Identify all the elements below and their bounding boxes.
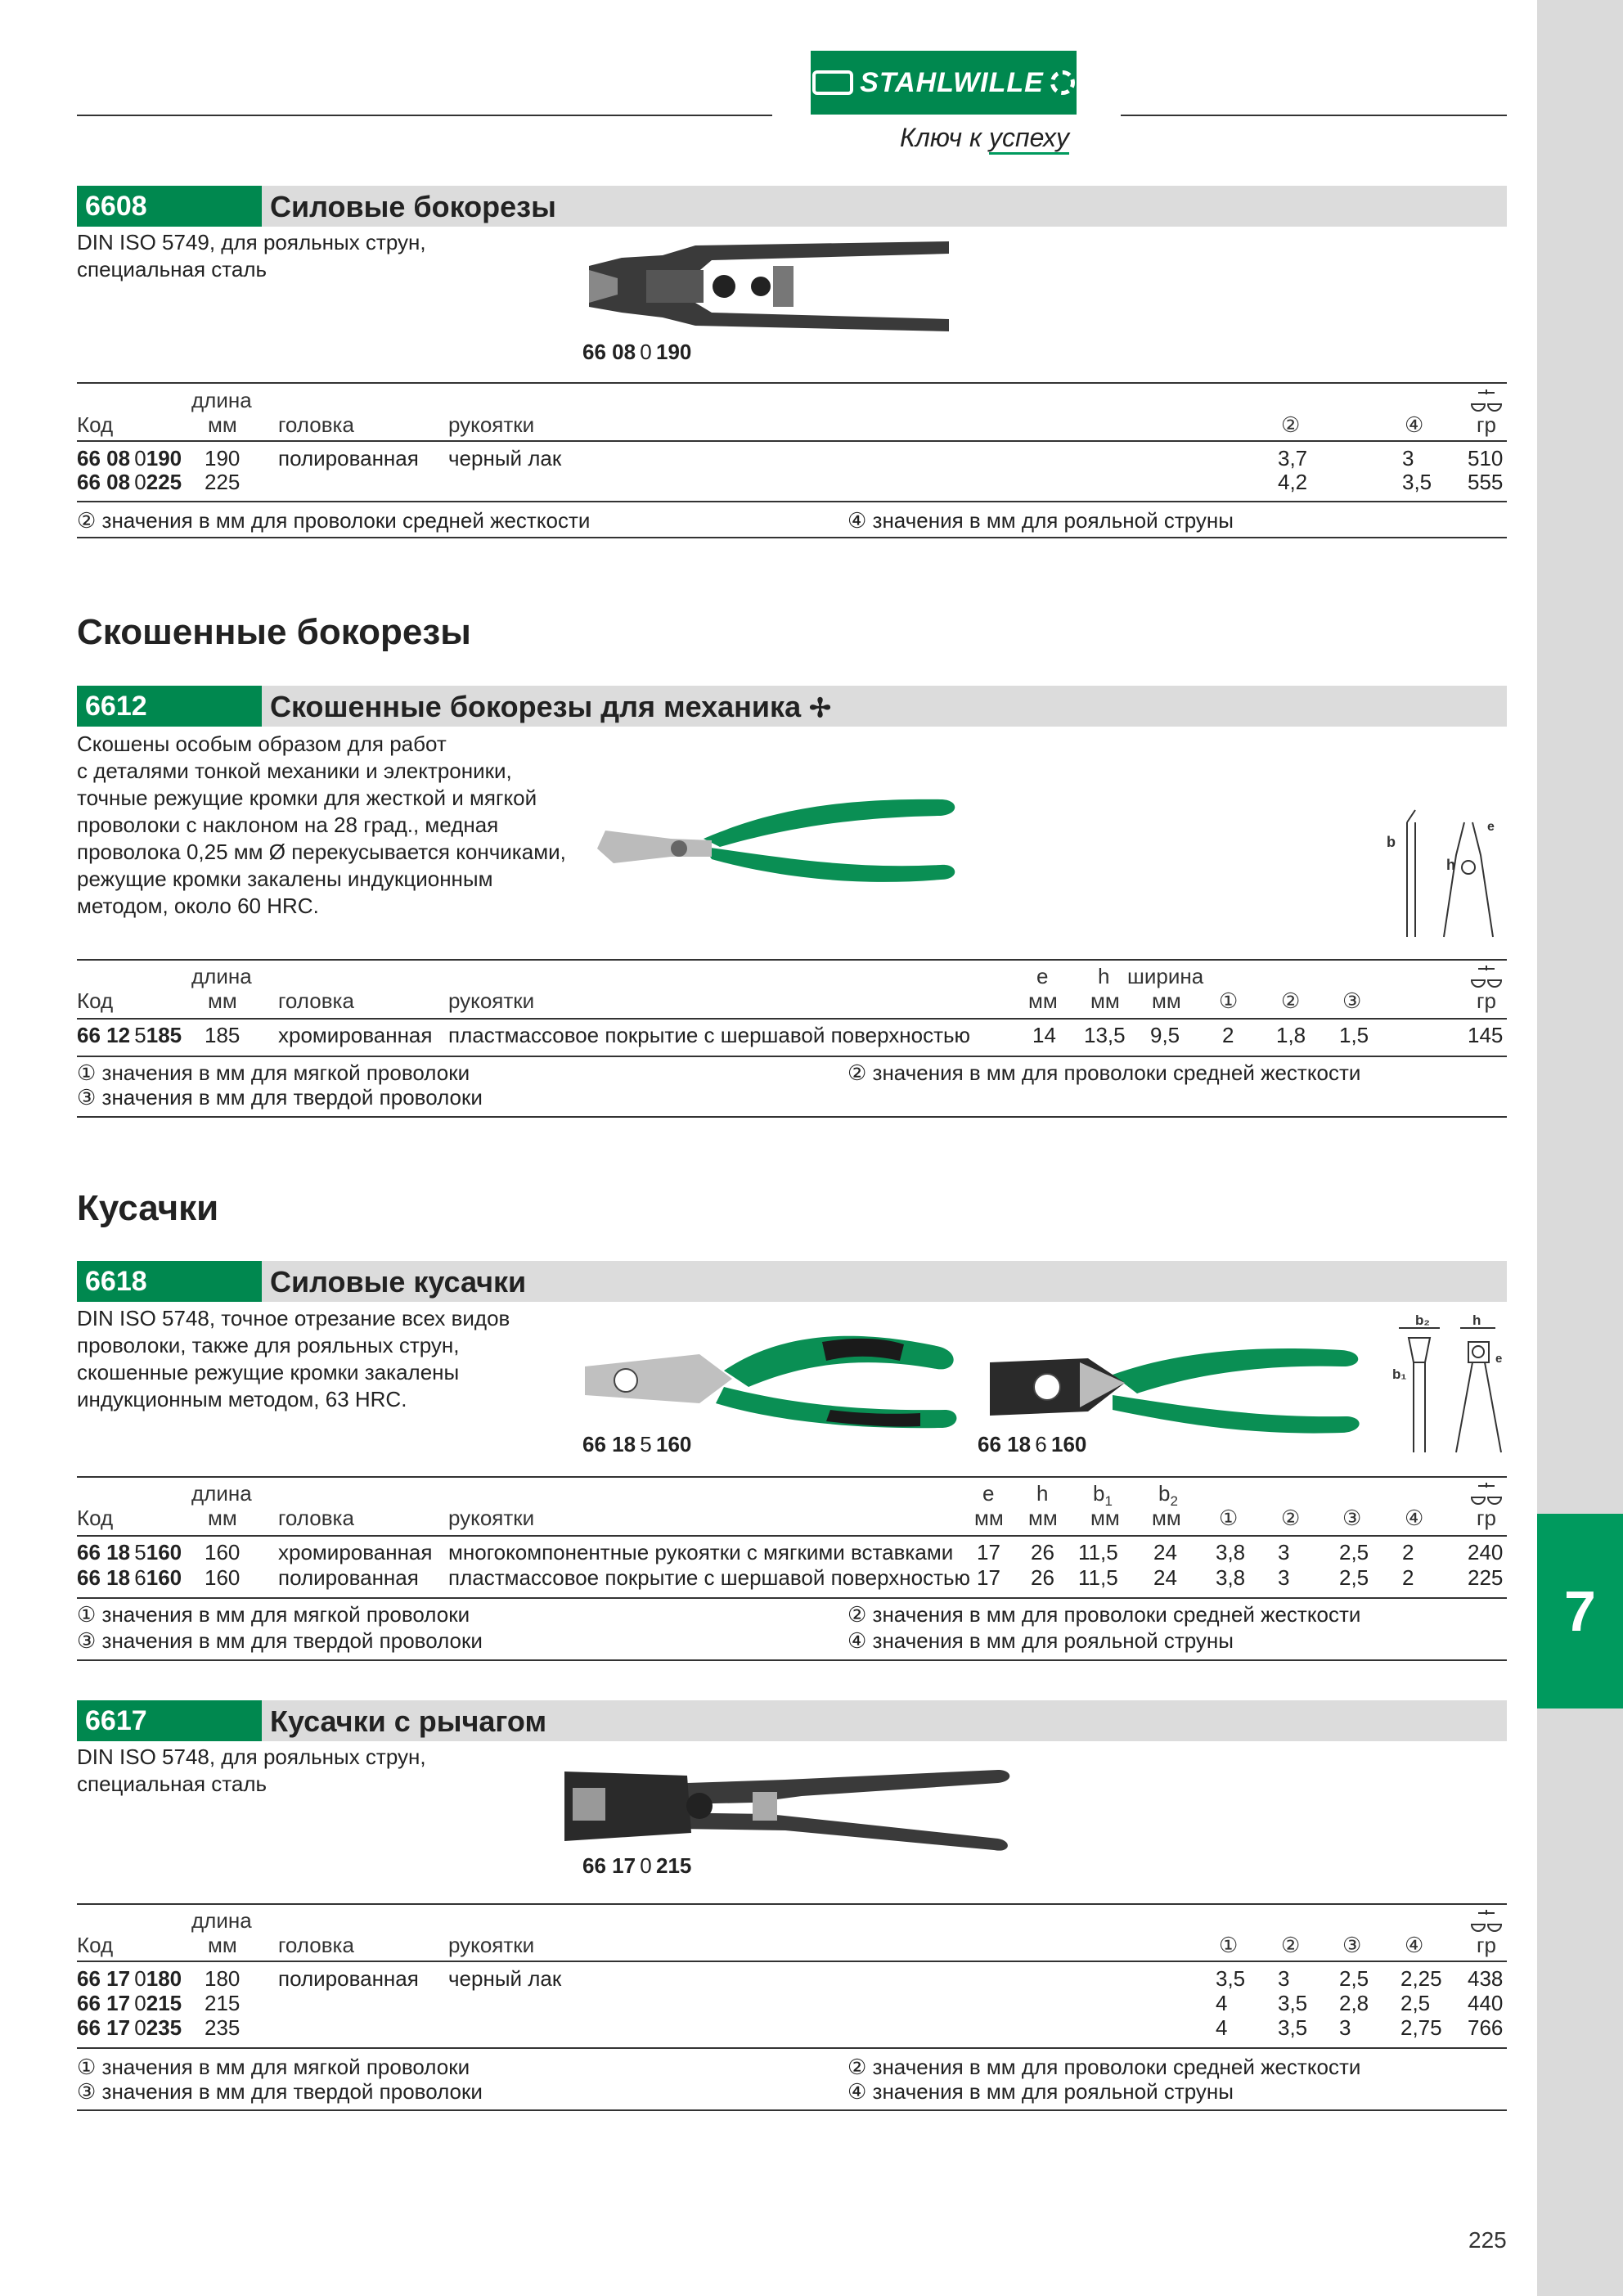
label-part: 66 08 — [582, 340, 636, 364]
cell-val-1: 3,8 — [1216, 1565, 1246, 1590]
col-b2-mm: мм — [1152, 1506, 1181, 1530]
table-rule — [77, 1659, 1507, 1661]
cell-handle: черный лак — [448, 446, 562, 470]
code-part: 225 — [146, 470, 182, 494]
image-label-6618-5 — [582, 1432, 691, 1457]
cell-head: хромированная — [278, 1540, 433, 1564]
code-part: 235 — [146, 2015, 182, 2040]
label-part: 5 — [640, 1432, 652, 1456]
section-code: 6618 — [77, 1261, 262, 1302]
section-code: 6608 — [77, 186, 262, 227]
col-val-2: ② — [1281, 1506, 1301, 1530]
footnote: ③ значения в мм для твердой проволоки — [77, 1628, 483, 1653]
table-rule — [77, 1535, 1507, 1537]
image-label-6618-6 — [978, 1432, 1086, 1457]
cell-head: полированная — [278, 1966, 419, 1991]
cell-length: 180 — [205, 1966, 241, 1991]
col-e-mm: мм — [1028, 988, 1058, 1013]
cell-length: 160 — [205, 1540, 241, 1564]
tagline-part: Ключ к — [900, 123, 989, 152]
code-part: 0 — [134, 1991, 146, 2015]
gear-icon — [1050, 70, 1075, 95]
col-length: длина — [191, 1481, 252, 1506]
col-val-2: ② — [1281, 412, 1301, 437]
table-rule — [77, 1116, 1507, 1118]
brand-logo-text: STAHLWILLE — [860, 66, 1044, 98]
col-grams: гр — [1477, 988, 1496, 1013]
col-val-3: ③ — [1342, 1506, 1362, 1530]
cell-val-2: 3 — [1278, 1540, 1290, 1564]
cell-b1: 11,5 — [1078, 1540, 1118, 1564]
col-handle: рукоятки — [448, 412, 535, 437]
cell-val-1: 4 — [1216, 1991, 1228, 2015]
weight-scale-icon — [1468, 964, 1504, 984]
label-part: 0 — [640, 340, 652, 364]
cell-grams: 438 — [1468, 1966, 1504, 1991]
col-code: Код — [77, 1933, 114, 1957]
code-part: 160 — [146, 1540, 182, 1564]
tagline-underlined: успеху — [989, 123, 1069, 155]
col-val-1: ① — [1219, 1506, 1239, 1530]
col-head: головка — [278, 412, 354, 437]
cell-e: 17 — [977, 1565, 1000, 1590]
col-val-4: ④ — [1405, 1506, 1424, 1530]
footnote: ③ значения в мм для твердой проволоки — [77, 1085, 483, 1110]
cell-length: 185 — [205, 1023, 241, 1047]
cell-width: 9,5 — [1150, 1023, 1180, 1047]
col-val-3: ③ — [1342, 1933, 1362, 1957]
label-part: 215 — [655, 1853, 692, 1878]
cell-b2: 24 — [1153, 1565, 1177, 1590]
dimension-diagram-6618 — [1391, 1313, 1507, 1456]
product-image-6618-5 — [577, 1321, 961, 1436]
code-part: 5 — [134, 1023, 146, 1047]
section-description: Скошены особым образом для работ с деталями тонкой механики и электроники, точные режущие кромки для жесткой и мягкой проволоки с наклоном на 28 град., медная проволока 0,25 мм Ø перекусывается кончиками, режущие кромки закалены индукционным методом, около 60 HRC. — [77, 732, 566, 918]
col-val-4: ④ — [1405, 1933, 1424, 1957]
cell-h: 13,5 — [1084, 1023, 1126, 1047]
col-val-1: ① — [1219, 1933, 1239, 1957]
code-part: 66 12 — [77, 1023, 131, 1047]
section-bar-6617 — [77, 1700, 1507, 1741]
col-e-mm: мм — [974, 1506, 1004, 1530]
cell-val-2: 4,2 — [1278, 470, 1308, 494]
svg-text:b: b — [1387, 834, 1396, 850]
code-part: 180 — [146, 1966, 182, 1991]
section-description: DIN ISO 5748, точное отрезание всех видов проволоки, также для рояльных струн, скошенные режущие кромки закалены индукционным методом, 63 HRC. — [77, 1306, 510, 1411]
col-h-mm: мм — [1090, 988, 1120, 1013]
cell-handle: многокомпонентные рукоятки с мягкими вставками — [448, 1540, 954, 1564]
cell-val-2: 3,5 — [1278, 2015, 1308, 2040]
col-code: Код — [77, 412, 114, 437]
col-h: h — [1098, 964, 1110, 988]
product-image-6617 — [556, 1763, 1014, 1853]
page-number: 225 — [1468, 2227, 1507, 2253]
col-mm: мм — [208, 412, 237, 437]
section-title: Силовые кусачки — [270, 1265, 527, 1299]
cell-handle: пластмассовое покрытие с шершавой поверхностью — [448, 1023, 971, 1047]
label-part: 160 — [1050, 1432, 1087, 1456]
code-part: 215 — [146, 1991, 182, 2015]
cell-handle: пластмассовое покрытие с шершавой поверхностью — [448, 1565, 971, 1590]
section-bar-6618 — [77, 1261, 1507, 1302]
col-handle: рукоятки — [448, 988, 535, 1013]
col-e: e — [1036, 964, 1049, 988]
footnote: ② значения в мм для проволоки средней жесткости — [847, 1602, 1361, 1627]
col-e: e — [982, 1481, 995, 1506]
cell-length: 215 — [205, 1991, 241, 2015]
cell-val-4: 3 — [1402, 446, 1414, 470]
col-b2: $b_2$ — [1158, 1481, 1178, 1510]
code-part: 190 — [146, 446, 182, 470]
cell-val-2: 1,8 — [1276, 1023, 1306, 1047]
col-head: головка — [278, 1933, 354, 1957]
svg-text:b₂: b₂ — [1415, 1312, 1430, 1328]
header-rule-left — [77, 115, 772, 116]
col-length: длина — [191, 964, 252, 988]
col-grams: гр — [1477, 1933, 1496, 1957]
code-part: 0 — [134, 446, 146, 470]
cell-head: полированная — [278, 446, 419, 470]
code-part: 0 — [134, 2015, 146, 2040]
cell-val-4: 2,5 — [1400, 1991, 1431, 2015]
cell-grams: 225 — [1468, 1565, 1504, 1590]
cell-e: 14 — [1032, 1023, 1056, 1047]
cell-val-3: 2,5 — [1339, 1565, 1369, 1590]
code-part: 66 08 — [77, 446, 131, 470]
col-b1-mm: мм — [1090, 1506, 1120, 1530]
section-title-text: Скошенные бокорезы для механика — [270, 690, 802, 723]
label-part: 160 — [655, 1432, 692, 1456]
section-description: DIN ISO 5748, для рояльных струн, специальная сталь — [77, 1745, 426, 1796]
code-part: 66 17 — [77, 1991, 131, 2015]
code-part: 66 17 — [77, 2015, 131, 2040]
col-head: головка — [278, 1506, 354, 1530]
code-part: 0 — [134, 1966, 146, 1991]
col-code: Код — [77, 988, 114, 1013]
table-rule — [77, 2109, 1507, 2111]
cell-b2: 24 — [1153, 1540, 1177, 1564]
section-code: 6612 — [77, 686, 262, 727]
section-title — [270, 686, 831, 727]
cell-val-4: 2,25 — [1400, 1966, 1442, 1991]
precision-symbol-icon: ✢ — [809, 693, 831, 723]
cell-grams: 510 — [1468, 446, 1504, 470]
cell-handle: черный лак — [448, 1966, 562, 1991]
col-h-mm: мм — [1028, 1506, 1058, 1530]
col-handle: рукоятки — [448, 1506, 535, 1530]
table-rule — [77, 1476, 1507, 1478]
section-title: Силовые бокорезы — [270, 190, 556, 223]
table-rule — [77, 1018, 1507, 1020]
cell-b1: 11,5 — [1078, 1565, 1118, 1590]
col-width-mm: мм — [1152, 988, 1181, 1013]
svg-text:e: e — [1495, 1352, 1503, 1366]
product-image-6608 — [573, 237, 965, 344]
col-grams: гр — [1477, 412, 1496, 437]
image-label-6608 — [582, 340, 691, 365]
header-rule-right — [1121, 115, 1507, 116]
cell-val-2: 3 — [1278, 1966, 1290, 1991]
table-rule — [77, 501, 1507, 502]
footnote: ② значения в мм для проволоки средней жесткости — [77, 508, 591, 533]
chapter-tab[interactable] — [1537, 1514, 1623, 1708]
chapter-number: 7 — [1564, 1579, 1596, 1643]
col-width: ширина — [1127, 964, 1204, 988]
cell-h: 26 — [1031, 1540, 1054, 1564]
product-image-6612 — [581, 781, 973, 904]
footnote: ① значения в мм для мягкой проволоки — [77, 1060, 470, 1085]
cell-val-3: 3 — [1339, 2015, 1351, 2040]
cell-val-3: 1,5 — [1339, 1023, 1369, 1047]
cell-head: хромированная — [278, 1023, 433, 1047]
code-part: 66 18 — [77, 1540, 131, 1564]
section-bar-6612 — [77, 686, 1507, 727]
cell-length: 160 — [205, 1565, 241, 1590]
cell-val-3: 2,5 — [1339, 1540, 1369, 1564]
table-rule — [77, 2047, 1507, 2049]
section-description: DIN ISO 5749, для рояльных струн, специальная сталь — [77, 230, 426, 281]
cell-grams: 766 — [1468, 2015, 1504, 2040]
product-image-6618-6 — [982, 1330, 1366, 1436]
col-grams: гр — [1477, 1506, 1496, 1530]
cell-grams: 145 — [1468, 1023, 1504, 1047]
group-heading: Скошенные бокорезы — [77, 612, 471, 652]
cell-val-4: 2 — [1402, 1540, 1414, 1564]
col-length: длина — [191, 1908, 252, 1933]
table-rule — [77, 537, 1507, 538]
cell-val-4: 2,75 — [1400, 2015, 1442, 2040]
col-mm: мм — [208, 1506, 237, 1530]
table-rule — [77, 382, 1507, 384]
cell-grams: 240 — [1468, 1540, 1504, 1564]
cell-length: 225 — [205, 470, 241, 494]
cell-val-2: 3,7 — [1278, 446, 1308, 470]
code-part: 0 — [134, 470, 146, 494]
col-val-1: ① — [1219, 988, 1239, 1013]
cell-val-4: 3,5 — [1402, 470, 1432, 494]
table-rule — [77, 440, 1507, 442]
weight-scale-icon — [1468, 1481, 1504, 1501]
label-part: 66 18 — [978, 1432, 1032, 1456]
page-side-strip — [1537, 0, 1623, 2296]
col-code: Код — [77, 1506, 114, 1530]
col-b1: $b_1$ — [1093, 1481, 1113, 1510]
brand-tagline — [900, 123, 1069, 153]
footnote: ④ значения в мм для рояльной струны — [847, 2079, 1234, 2104]
code-part: 6 — [134, 1565, 146, 1590]
cell-val-1: 3,5 — [1216, 1966, 1246, 1991]
label-part: 0 — [640, 1853, 652, 1878]
col-mm: мм — [208, 988, 237, 1013]
section-title: Кусачки с рычагом — [270, 1704, 547, 1738]
cell-grams: 555 — [1468, 470, 1504, 494]
wrench-icon — [812, 70, 853, 95]
table-rule — [77, 1961, 1507, 1962]
cell-val-1: 4 — [1216, 2015, 1228, 2040]
cell-val-1: 2 — [1222, 1023, 1234, 1047]
weight-scale-icon — [1468, 388, 1504, 407]
brand-logo — [811, 51, 1077, 115]
image-label-6617 — [582, 1853, 691, 1879]
table-rule — [77, 1903, 1507, 1905]
svg-text:e: e — [1487, 820, 1495, 834]
code-part: 5 — [134, 1540, 146, 1564]
svg-text:h: h — [1472, 1312, 1481, 1328]
footnote: ② значения в мм для проволоки средней жесткости — [847, 2055, 1361, 2079]
cell-val-4: 2 — [1402, 1565, 1414, 1590]
weight-scale-icon — [1468, 1908, 1504, 1928]
cell-val-2: 3 — [1278, 1565, 1290, 1590]
cell-val-3: 2,5 — [1339, 1966, 1369, 1991]
code-part: 66 18 — [77, 1565, 131, 1590]
col-length: длина — [191, 388, 252, 412]
footnote: ② значения в мм для проволоки средней жесткости — [847, 1060, 1361, 1085]
svg-text:h: h — [1446, 857, 1455, 873]
label-part: 66 17 — [582, 1853, 636, 1878]
table-rule — [77, 1056, 1507, 1057]
code-part: 160 — [146, 1565, 182, 1590]
cell-val-1: 3,8 — [1216, 1540, 1246, 1564]
cell-head: полированная — [278, 1565, 419, 1590]
label-part: 66 18 — [582, 1432, 636, 1456]
cell-val-2: 3,5 — [1278, 1991, 1308, 2015]
section-code: 6617 — [77, 1700, 262, 1741]
label-part: 6 — [1035, 1432, 1047, 1456]
cell-length: 235 — [205, 2015, 241, 2040]
col-val-2: ② — [1281, 988, 1301, 1013]
col-val-3: ③ — [1342, 988, 1362, 1013]
cell-length: 190 — [205, 446, 241, 470]
footnote: ④ значения в мм для рояльной струны — [847, 508, 1234, 533]
footnote: ① значения в мм для мягкой проволоки — [77, 1602, 470, 1627]
svg-text:b₁: b₁ — [1392, 1366, 1407, 1382]
col-val-4: ④ — [1405, 412, 1424, 437]
cell-val-3: 2,8 — [1339, 1991, 1369, 2015]
col-mm: мм — [208, 1933, 237, 1957]
group-heading: Кусачки — [77, 1188, 219, 1228]
footnote: ④ значения в мм для рояльной струны — [847, 1628, 1234, 1653]
code-part: 66 17 — [77, 1966, 131, 1991]
col-handle: рукоятки — [448, 1933, 535, 1957]
footnote: ① значения в мм для мягкой проволоки — [77, 2055, 470, 2079]
col-val-2: ② — [1281, 1933, 1301, 1957]
cell-grams: 440 — [1468, 1991, 1504, 2015]
code-part: 185 — [146, 1023, 182, 1047]
col-h: h — [1036, 1481, 1049, 1506]
table-rule — [77, 959, 1507, 961]
section-bar-6608 — [77, 186, 1507, 227]
table-rule — [77, 1597, 1507, 1599]
dimension-diagram-6612 — [1382, 806, 1505, 941]
label-part: 190 — [655, 340, 692, 364]
cell-e: 17 — [977, 1540, 1000, 1564]
code-part: 66 08 — [77, 470, 131, 494]
col-head: головка — [278, 988, 354, 1013]
footnote: ③ значения в мм для твердой проволоки — [77, 2079, 483, 2104]
cell-h: 26 — [1031, 1565, 1054, 1590]
